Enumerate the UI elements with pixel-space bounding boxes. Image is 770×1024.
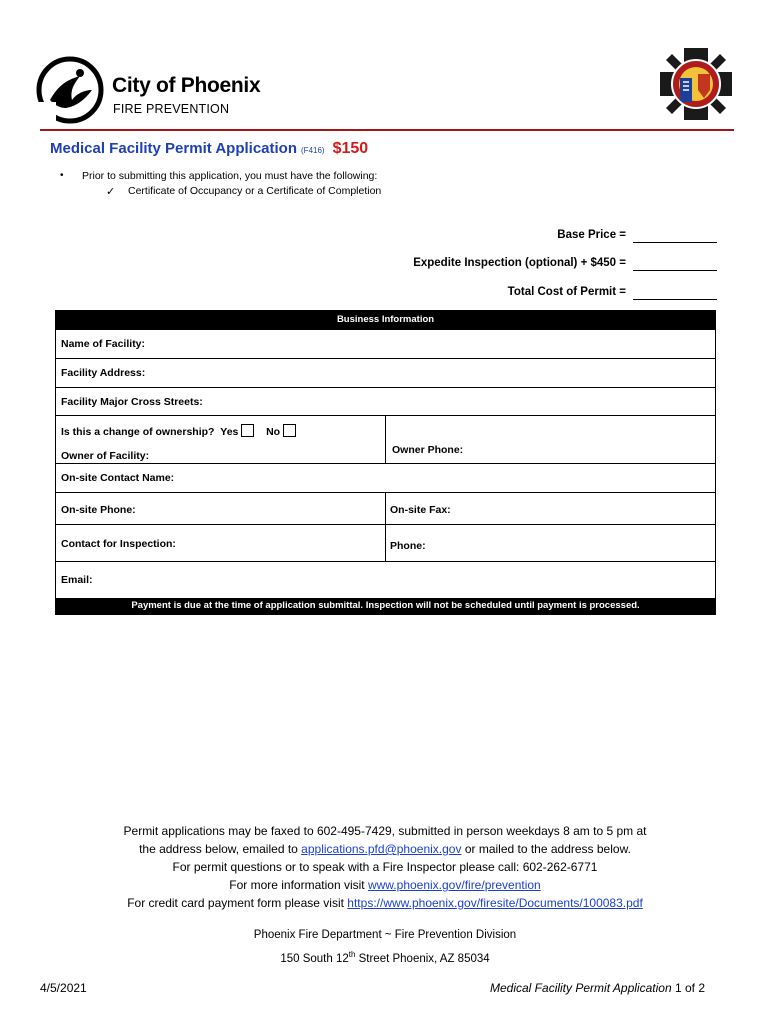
requirement-item: Certificate of Occupancy or a Certificate of Completion [128, 185, 382, 197]
base-price-label: Base Price = [557, 229, 626, 241]
facility-address-row[interactable] [56, 358, 715, 387]
column-divider [385, 492, 386, 561]
email-info-line [0, 840, 770, 858]
payment-note: Payment is due at the time of application submittal. Inspection will not be scheduled until payment is processed. [56, 598, 715, 614]
onsite-phone-label: On-site Phone: [61, 504, 136, 516]
inspection-contact-label: Contact for Inspection: [61, 538, 176, 550]
requirement-bullet: • [60, 170, 64, 181]
payment-form-text: For credit card payment form please visit [127, 896, 344, 910]
email-info-text: the address below, emailed to [139, 842, 298, 856]
permit-price: $150 [332, 140, 369, 157]
contact-name-row[interactable] [56, 463, 715, 492]
expedite-field[interactable] [633, 270, 717, 271]
phoenix-bird-logo [36, 56, 104, 124]
phone-label: Phone: [390, 540, 426, 552]
payment-form-link[interactable]: https://www.phoenix.gov/firesite/Documents/100083.pdf [347, 896, 643, 910]
total-cost-field[interactable] [633, 299, 717, 300]
owner-label: Owner of Facility: [61, 450, 150, 462]
more-info-text: For more information visit [229, 878, 365, 892]
more-info-line [0, 876, 770, 894]
facility-name-row[interactable] [56, 329, 715, 358]
address-line [0, 945, 770, 969]
inspector-phone-line: For permit questions or to speak with a Fire Inspector please call: 602-262-6771 [172, 860, 598, 874]
address-end: Street Phoenix, AZ 85034 [355, 952, 490, 965]
facility-name-label: Name of Facility: [61, 338, 146, 350]
submission-info-line: Permit applications may be faxed to 602-495-7429, submitted in person weekdays 8 am to 5 pm at [123, 824, 647, 838]
department-line: Phoenix Fire Department ~ Fire Prevention Division [253, 929, 517, 941]
ownership-change-label: Is this a change of ownership? [61, 426, 215, 438]
address-start: 150 South 12 [280, 952, 349, 965]
department-name: FIRE PREVENTION [113, 102, 230, 116]
yes-label: Yes [220, 426, 239, 438]
requirement-intro: Prior to submitting this application, you must have the following: [82, 170, 378, 182]
page-number: 1 of 2 [674, 981, 705, 995]
total-cost-label: Total Cost of Permit = [507, 286, 626, 298]
header-divider [40, 129, 734, 131]
onsite-fax-label: On-site Fax: [390, 504, 451, 516]
cross-streets-row[interactable] [56, 387, 715, 415]
page-label [490, 981, 705, 995]
city-name: City of Phoenix [112, 74, 261, 97]
section-header: Business Information [56, 311, 715, 329]
email-row[interactable] [56, 561, 715, 598]
yes-checkbox[interactable] [241, 424, 254, 437]
facility-address-label: Facility Address: [61, 367, 146, 379]
email-label: Email: [61, 574, 93, 586]
cross-streets-label: Facility Major Cross Streets: [61, 396, 203, 408]
payment-form-line [0, 894, 770, 912]
form-code: (F416) [301, 146, 325, 155]
no-checkbox[interactable] [283, 424, 296, 437]
applications-email-link[interactable]: applications.pfd@phoenix.gov [301, 842, 462, 856]
address-ordinal: th [348, 950, 356, 959]
base-price-field[interactable] [633, 242, 717, 243]
no-label: No [266, 426, 281, 438]
page-doc-title: Medical Facility Permit Application [490, 981, 672, 995]
owner-phone-label: Owner Phone: [392, 444, 464, 456]
fire-department-badge-icon [658, 46, 734, 122]
document-title [50, 140, 368, 158]
contact-name-label: On-site Contact Name: [61, 472, 175, 484]
ownership-change-question [61, 424, 296, 438]
fire-prevention-link[interactable]: www.phoenix.gov/fire/prevention [367, 878, 541, 892]
email-info-text-end: or mailed to the address below. [464, 842, 631, 856]
expedite-label: Expedite Inspection (optional) + $450 = [413, 257, 626, 269]
checkmark-icon: ✓ [106, 186, 116, 198]
title-text: Medical Facility Permit Application [50, 140, 298, 157]
document-date: 4/5/2021 [40, 981, 87, 995]
business-information-form [55, 310, 716, 615]
column-divider [385, 415, 386, 463]
